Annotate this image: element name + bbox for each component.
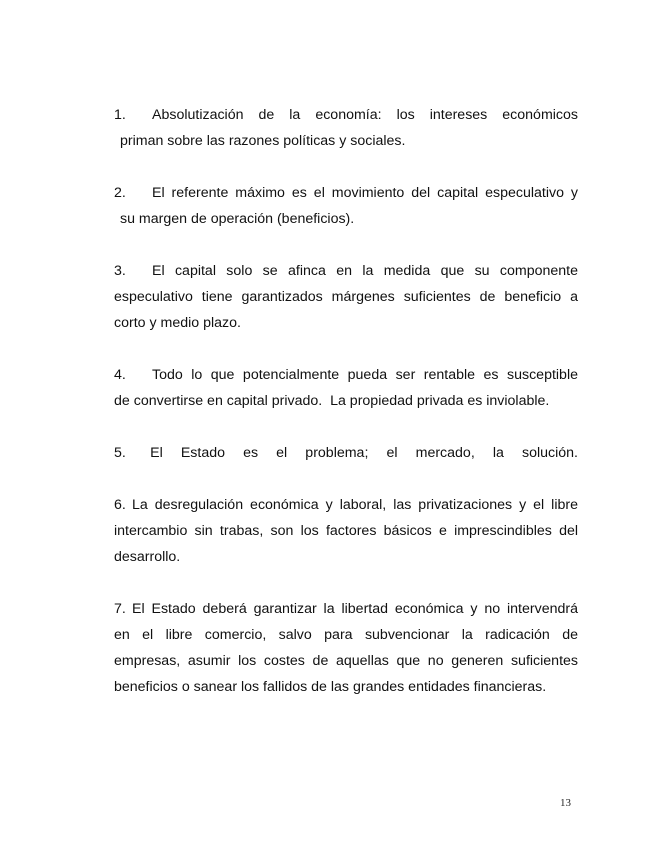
list-item-6-line-3: desarrollo. xyxy=(114,549,181,565)
list-item-6-line-2: intercambio sin trabas, son los factores básicos e imprescindibles del xyxy=(114,523,578,539)
list-item-3-line-3: corto y medio plazo. xyxy=(114,315,241,331)
list-item-7-line-1: 7. El Estado deberá garantizar la libertad económica y no intervendrá xyxy=(114,596,578,622)
list-item-7-line-2: en el libre comercio, salvo para subvencionar la radicación de xyxy=(114,627,578,643)
list-item-6-number: 6. xyxy=(114,497,126,513)
list-item-6 xyxy=(114,492,578,570)
list-item-3 xyxy=(114,258,578,336)
list-item-2-number: 2. xyxy=(114,185,126,201)
list-item-4-number: 4. xyxy=(114,367,126,383)
list-item-7-line-4: beneficios o sanear los fallidos de las grandes entidades financieras. xyxy=(114,679,547,695)
list-item-2-line-2: su margen de operación (beneficios). xyxy=(120,211,355,227)
page-number: 13 xyxy=(560,797,571,809)
list-item-4 xyxy=(114,362,578,414)
list-item-1-number: 1. xyxy=(114,107,126,123)
list-item-7 xyxy=(114,596,578,700)
list-item-3-line-2: especulativo tiene garantizados márgenes suficientes de beneficio a xyxy=(114,289,578,305)
list-item-6-line-1: 6. La desregulación económica y laboral, las privatizaciones y el libre xyxy=(114,492,578,518)
list-item-1 xyxy=(114,102,578,154)
list-item-5 xyxy=(114,440,578,466)
list-item-4-line-1: 4. Todo lo que potencialmente pueda ser rentable es susceptible xyxy=(114,362,578,388)
list-item-5-line-1: 5. El Estado es el problema; el mercado, la solución. xyxy=(114,440,578,466)
list-item-3-line-1: 3. El capital solo se afinca en la medida que su componente xyxy=(114,258,578,284)
list-item-1-line-2: priman sobre las razones políticas y sociales. xyxy=(120,133,406,149)
list-item-1-line-1: 1. Absolutización de la economía: los intereses económicos xyxy=(114,102,578,128)
list-item-7-line-3: empresas, asumir los costes de aquellas que no generen suficientes xyxy=(114,653,578,669)
list-item-7-number: 7. xyxy=(114,601,126,617)
list-item-2-line-1: 2. El referente máximo es el movimiento del capital especulativo y xyxy=(114,180,578,206)
list-item-3-number: 3. xyxy=(114,263,126,279)
list-item-4-line-2: de convertirse en capital privado. La propiedad privada es inviolable. xyxy=(114,393,550,409)
list-item-5-number: 5. xyxy=(114,445,126,461)
list-item-2 xyxy=(114,180,578,232)
